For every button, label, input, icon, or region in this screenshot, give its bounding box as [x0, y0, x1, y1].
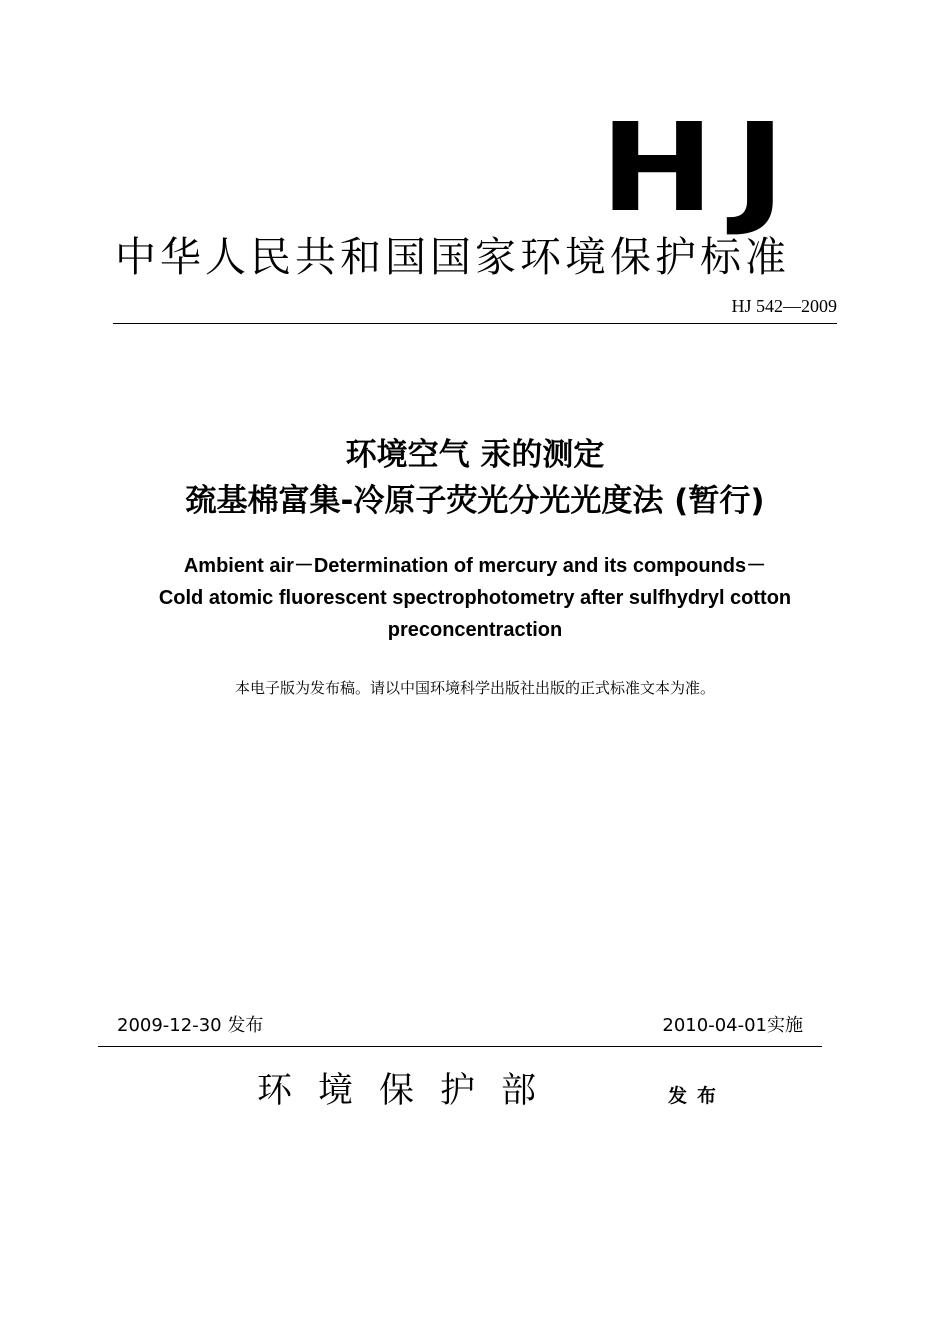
- english-title-line-2: Cold atomic fluorescent spectrophotometry after sulfhydryl cotton: [158, 587, 792, 609]
- edition-note: 本电子版为发布稿。请以中国环境科学出版社出版的正式标准文本为准。: [234, 679, 715, 697]
- effective-date: 2010-04-01实施: [662, 1015, 803, 1036]
- english-title: [0, 550, 950, 646]
- chinese-title-line-1: 环境空气 汞的测定: [345, 437, 605, 473]
- issuer-name: 环境保护部: [257, 1071, 563, 1111]
- english-title-line-1: Ambient air－Determination of mercury and its compounds－: [183, 555, 767, 577]
- national-standard-title: 中华人民共和国国家环境保护标准: [115, 233, 790, 281]
- chinese-title: [0, 432, 950, 524]
- standard-number: HJ 542—2009: [731, 296, 837, 316]
- bottom-divider: [98, 1046, 822, 1047]
- issue-date: 2009-12-30 发布: [117, 1015, 264, 1036]
- chinese-title-line-2: 巯基棉富集-冷原子荧光分光光度法 (暂行): [185, 483, 765, 519]
- top-divider: [113, 323, 837, 324]
- hj-logo: HJ: [600, 97, 806, 239]
- english-title-line-3: preconcentraction: [387, 619, 563, 641]
- issuer-action: 发布: [668, 1085, 727, 1107]
